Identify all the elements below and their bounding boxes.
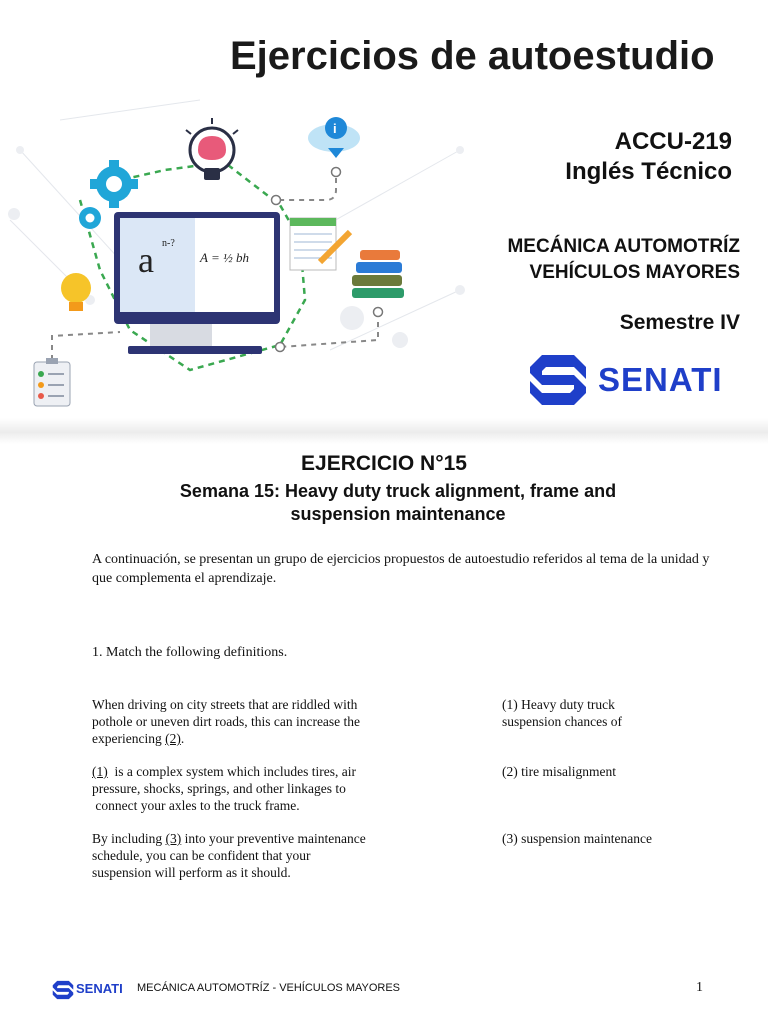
exercise-subtitle-line-1: Semana 15: Heavy duty truck alignment, frame and xyxy=(179,481,617,501)
question-1: 1. Match the following definitions. xyxy=(92,645,288,660)
definition-1-line-3: experiencing (2). xyxy=(92,731,185,746)
monitor-formula-right: A = ½ bh xyxy=(200,250,249,265)
semester: Semestre IV xyxy=(619,311,740,334)
computer-monitor-icon xyxy=(114,212,280,354)
brain-lightbulb-icon xyxy=(186,118,238,180)
blank-ref-1: (1) xyxy=(92,764,108,779)
blank-ref-3: (3) xyxy=(165,831,182,846)
term-1: (1) Heavy duty truck suspension chances of xyxy=(502,697,622,729)
gear-icon xyxy=(90,160,138,208)
notepad-pencil-icon xyxy=(290,218,350,270)
monitor-formula-left: a xyxy=(138,240,154,280)
definition-3 xyxy=(92,830,366,881)
definition-2-line-1: (1) is a complex system which includes tires, air xyxy=(92,764,356,779)
checklist-icon xyxy=(34,358,70,406)
lightbulb-icon xyxy=(61,273,91,311)
info-cloud-icon xyxy=(308,117,360,158)
footer-logo-icon xyxy=(52,980,74,1000)
monitor-formula-sup: n-? xyxy=(162,238,175,249)
definition-3-line-2: schedule, you can be confident that your xyxy=(92,848,311,863)
definition-1-line-2: pothole or uneven dirt roads, this can increase the xyxy=(92,714,361,729)
definition-2 xyxy=(92,763,356,814)
definition-1-line-1: When driving on city streets that are riddled with xyxy=(92,697,358,712)
definition-3-line-1: By including (3) into your preventive maintenance xyxy=(92,831,366,846)
svg-text:i: i xyxy=(333,121,337,136)
definition-2-line-3: connect your axles to the truck frame. xyxy=(92,798,300,813)
term-2: (2) tire misalignment xyxy=(502,764,616,779)
definition-2-line-2: pressure, shocks, springs, and other linkages to xyxy=(92,781,346,796)
footer-logo-text: SENATI xyxy=(76,981,123,996)
books-icon xyxy=(352,250,404,298)
page-title: Ejercicios de autoestudio xyxy=(230,34,715,78)
definition-3-line-3: suspension will perform as it should. xyxy=(92,865,291,880)
exercise-subtitle-line-2: suspension maintenance xyxy=(290,504,506,524)
senati-logo-text: SENATI xyxy=(598,361,723,398)
term-3: (3) suspension maintenance xyxy=(502,831,652,846)
page-number: 1 xyxy=(696,980,703,995)
exercise-title: EJERCICIO N°15 xyxy=(301,452,467,475)
intro-paragraph: A continuación, se presentan un grupo de ejercicios propuestos de autoestudio referidos al tema de la unidad y que complementa el aprendizaje. xyxy=(92,552,710,586)
blank-ref-2: (2) xyxy=(165,731,181,746)
definition-1 xyxy=(92,696,360,747)
career-line-1: MECÁNICA AUTOMOTRÍZ xyxy=(507,236,740,257)
gear-small-icon xyxy=(79,207,101,229)
footer-text: MECÁNICA AUTOMOTRÍZ - VEHÍCULOS MAYORES xyxy=(137,982,401,994)
senati-logo-icon xyxy=(528,353,588,407)
header-divider xyxy=(0,418,768,444)
career-line-2: VEHÍCULOS MAYORES xyxy=(529,262,740,283)
course-code: ACCU-219 xyxy=(614,128,732,155)
course-name: Inglés Técnico xyxy=(565,158,732,185)
